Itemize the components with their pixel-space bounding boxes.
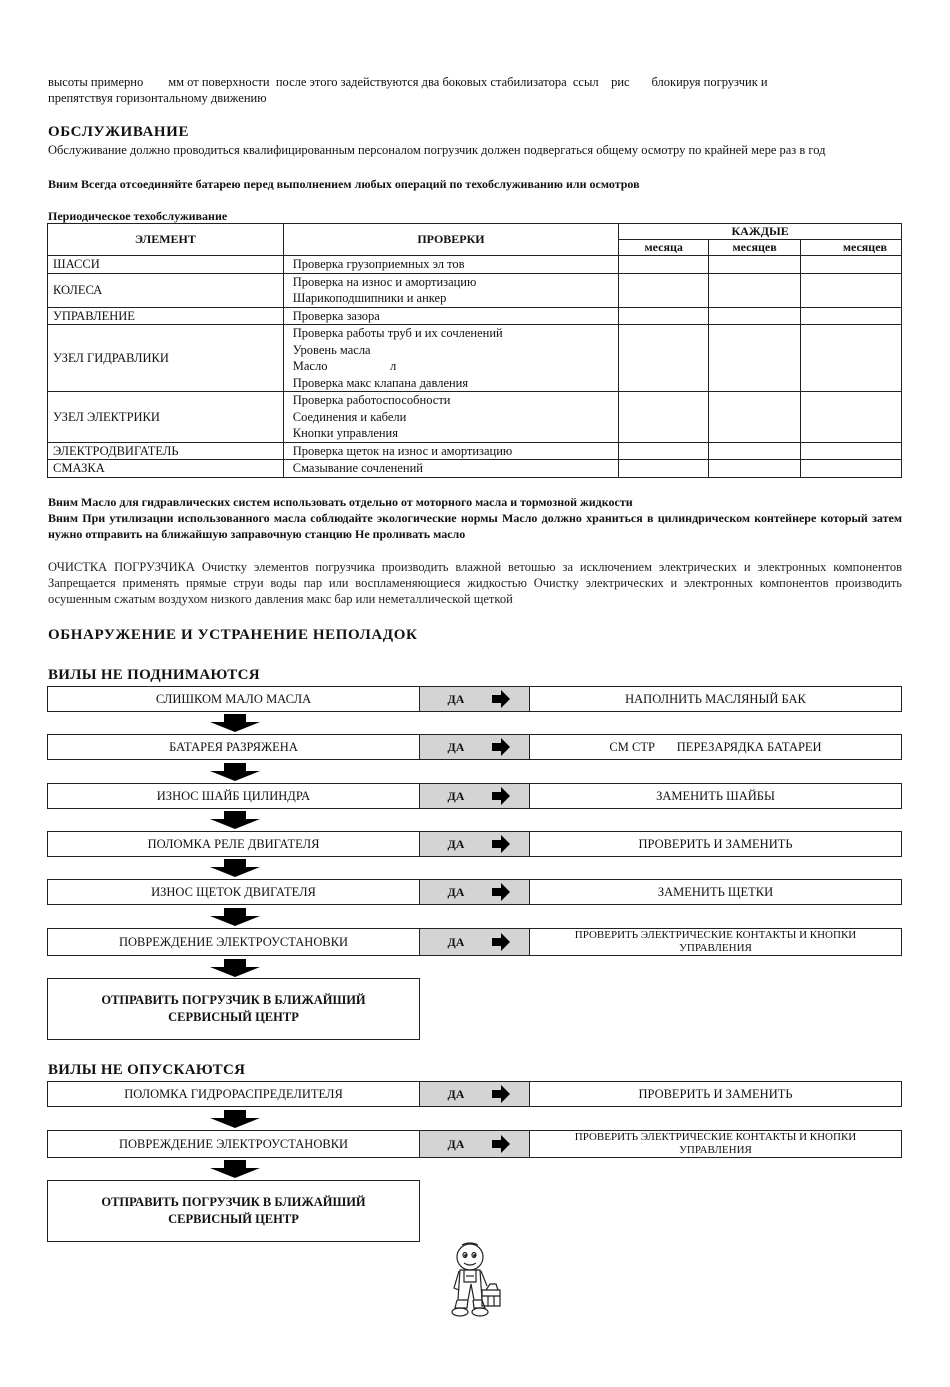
row-check: Проверка работы труб и их сочленений [283, 325, 619, 342]
action-box: ПРОВЕРИТЬ ЭЛЕКТРИЧЕСКИЕ КОНТАКТЫ И КНОПКИ УПРАВЛЕНИЯ [529, 1130, 902, 1158]
flow-step [47, 734, 902, 760]
cause-box: СЛИШКОМ МАЛО МАСЛА [47, 686, 420, 712]
action-box: ЗАМЕНИТЬ ШАЙБЫ [529, 783, 902, 809]
row-check: Кнопки управления [283, 425, 619, 442]
interval-cell [801, 460, 902, 478]
interval-cell [801, 256, 902, 274]
yes-label: ДА [447, 1086, 465, 1101]
action-box: СМ СТР ПЕРЕЗАРЯДКА БАТАРЕИ [529, 734, 902, 760]
row-check: Проверка на износ и амортизацию [283, 273, 619, 290]
down-arrow-icon [210, 714, 260, 732]
interval-cell [709, 273, 801, 307]
intro-line-1: высоты примерно мм от поверхности после этого задействуются два боковых стабилизатора ссыл рис блокируя погрузчик и [48, 75, 768, 89]
yes-box [419, 879, 530, 905]
row-check: Соединения и кабели [283, 409, 619, 426]
flow-step [47, 783, 902, 809]
yes-label: ДА [447, 884, 465, 899]
row-check: Проверка зазора [283, 307, 619, 325]
header-interval-3: месяцев [801, 240, 902, 256]
yes-label: ДА [447, 691, 465, 706]
row-check: Масло л [283, 358, 619, 375]
interval-cell [801, 325, 902, 392]
cause-box: БАТАРЕЯ РАЗРЯЖЕНА [47, 734, 420, 760]
yes-box [419, 1130, 530, 1158]
right-arrow-icon [492, 738, 510, 756]
cause-box: ИЗНОС ШАЙБ ЦИЛИНДРА [47, 783, 420, 809]
interval-cell [709, 256, 801, 274]
flow-step [47, 1081, 902, 1107]
table-row [48, 460, 902, 478]
action-box: ПРОВЕРИТЬ ЭЛЕКТРИЧЕСКИЕ КОНТАКТЫ И КНОПКИ УПРАВЛЕНИЯ [529, 928, 902, 956]
cause-box: ИЗНОС ЩЕТОК ДВИГАТЕЛЯ [47, 879, 420, 905]
row-check: Проверка щеток на износ и амортизацию [283, 442, 619, 460]
header-checks: ПРОВЕРКИ [283, 224, 619, 256]
flow-step [47, 879, 902, 905]
yes-box [419, 831, 530, 857]
action-box: ЗАМЕНИТЬ ЩЕТКИ [529, 879, 902, 905]
cause-box: ПОЛОМКА ГИДРОРАСПРЕДЕЛИТЕЛЯ [47, 1081, 420, 1107]
interval-cell [619, 460, 709, 478]
interval-cell [709, 442, 801, 460]
flow-step [47, 928, 902, 956]
final-line-2: СЕРВИСНЫЙ ЦЕНТР [168, 1212, 299, 1226]
final-line-1: ОТПРАВИТЬ ПОГРУЗЧИК В БЛИЖАЙШИЙ [101, 993, 366, 1007]
note-oil-separate: Вним Масло для гидравлических систем использовать отдельно от моторного масла и тормозной жидкости [48, 495, 633, 509]
table-row [48, 442, 902, 460]
section-forks-not-lowering-title: ВИЛЫ НЕ ОПУСКАЮТСЯ [48, 1062, 246, 1078]
right-arrow-icon [492, 787, 510, 805]
flow-step [47, 686, 902, 712]
row-element: УЗЕЛ ЭЛЕКТРИКИ [48, 392, 284, 443]
down-arrow-icon [210, 1110, 260, 1128]
action-box: НАПОЛНИТЬ МАСЛЯНЫЙ БАК [529, 686, 902, 712]
cause-box: ПОВРЕЖДЕНИЕ ЭЛЕКТРОУСТАНОВКИ [47, 1130, 420, 1158]
section-forks-not-rising-title: ВИЛЫ НЕ ПОДНИМАЮТСЯ [48, 667, 260, 683]
row-check: Смазывание сочленений [283, 460, 619, 478]
yes-box [419, 686, 530, 712]
maintenance-heading: ОБСЛУЖИВАНИЕ [48, 124, 190, 140]
interval-cell [801, 442, 902, 460]
interval-cell [709, 325, 801, 392]
table-row [48, 392, 902, 409]
interval-cell [801, 307, 902, 325]
interval-cell [801, 392, 902, 443]
interval-cell [709, 307, 801, 325]
header-element: ЭЛЕМЕНТ [48, 224, 284, 256]
intro-line-2: препятствуя горизонтальному движению [48, 91, 267, 105]
send-to-service-box [47, 1180, 420, 1242]
down-arrow-icon [210, 763, 260, 781]
table-row [48, 273, 902, 290]
right-arrow-icon [492, 835, 510, 853]
flow-step [47, 831, 902, 857]
row-element: УЗЕЛ ГИДРАВЛИКИ [48, 325, 284, 392]
row-check: Проверка макс клапана давления [283, 375, 619, 392]
header-interval-1: месяца [619, 240, 709, 256]
mechanic-with-toolbox-icon [440, 1240, 504, 1328]
interval-cell [801, 273, 902, 307]
interval-cell [709, 460, 801, 478]
down-arrow-icon [210, 1160, 260, 1178]
right-arrow-icon [492, 690, 510, 708]
row-element: УПРАВЛЕНИЕ [48, 307, 284, 325]
cause-box: ПОЛОМКА РЕЛЕ ДВИГАТЕЛЯ [47, 831, 420, 857]
final-line-2: СЕРВИСНЫЙ ЦЕНТР [168, 1010, 299, 1024]
cleaning-text: ОЧИСТКА ПОГРУЗЧИКА Очистку элементов погрузчика производить влажной ветошью за исключением электрических и электронных компонентов Запрещается применять прямые струи воды пар или воспламеняющиеся жидкостью Очистку электрических и электронных компонентов производить осушенным сжатым воздухом низкого давления макс бар или неметаллической щеткой [48, 560, 902, 606]
cause-box: ПОВРЕЖДЕНИЕ ЭЛЕКТРОУСТАНОВКИ [47, 928, 420, 956]
final-line-1: ОТПРАВИТЬ ПОГРУЗЧИК В БЛИЖАЙШИЙ [101, 1195, 366, 1209]
right-arrow-icon [492, 933, 510, 951]
send-to-service-box [47, 978, 420, 1040]
interval-cell [619, 307, 709, 325]
table-row [48, 256, 902, 274]
down-arrow-icon [210, 908, 260, 926]
down-arrow-icon [210, 959, 260, 977]
header-interval-2: месяцев [709, 240, 801, 256]
right-arrow-icon [492, 883, 510, 901]
yes-label: ДА [447, 836, 465, 851]
interval-cell [619, 273, 709, 307]
note-oil-disposal: Вним При утилизации использованного масла соблюдайте экологические нормы Масло должно храниться в цилиндрическом контейнере который затем нужно отправить на ближайшую заправочную станцию Не проливать масло [48, 511, 902, 541]
row-check: Проверка работоспособности [283, 392, 619, 409]
header-every: КАЖДЫЕ [619, 224, 902, 240]
maintenance-table [47, 223, 902, 478]
table-row [48, 325, 902, 342]
row-element: ЭЛЕКТРОДВИГАТЕЛЬ [48, 442, 284, 460]
yes-label: ДА [447, 739, 465, 754]
row-element: СМАЗКА [48, 460, 284, 478]
row-check: Шарикоподшипники и анкер [283, 290, 619, 307]
maintenance-warning: Вним Всегда отсоединяйте батарею перед выполнением любых операций по техобслуживанию или осмотров [48, 177, 640, 191]
interval-cell [619, 442, 709, 460]
row-check: Уровень масла [283, 342, 619, 359]
action-box: ПРОВЕРИТЬ И ЗАМЕНИТЬ [529, 831, 902, 857]
troubleshooting-heading: ОБНАРУЖЕНИЕ И УСТРАНЕНИЕ НЕПОЛАДОК [48, 627, 418, 643]
table-row [48, 307, 902, 325]
yes-label: ДА [447, 934, 465, 949]
maintenance-text: Обслуживание должно проводиться квалифицированным персоналом погрузчик должен подвергаться общему осмотру по крайней мере раз в год [48, 143, 826, 157]
right-arrow-icon [492, 1135, 510, 1153]
down-arrow-icon [210, 859, 260, 877]
down-arrow-icon [210, 811, 260, 829]
row-element: ШАССИ [48, 256, 284, 274]
yes-box [419, 1081, 530, 1107]
flow-step [47, 1130, 902, 1158]
yes-box [419, 783, 530, 809]
interval-cell [619, 256, 709, 274]
action-box: ПРОВЕРИТЬ И ЗАМЕНИТЬ [529, 1081, 902, 1107]
yes-label: ДА [447, 788, 465, 803]
interval-cell [709, 392, 801, 443]
yes-label: ДА [447, 1136, 465, 1151]
interval-cell [619, 392, 709, 443]
right-arrow-icon [492, 1085, 510, 1103]
row-check: Проверка грузоприемных эл тов [283, 256, 619, 274]
periodic-maintenance-title: Периодическое техобслуживание [48, 209, 228, 223]
yes-box [419, 928, 530, 956]
intro-text [48, 74, 902, 106]
yes-box [419, 734, 530, 760]
row-element: КОЛЕСА [48, 273, 284, 307]
interval-cell [619, 325, 709, 392]
